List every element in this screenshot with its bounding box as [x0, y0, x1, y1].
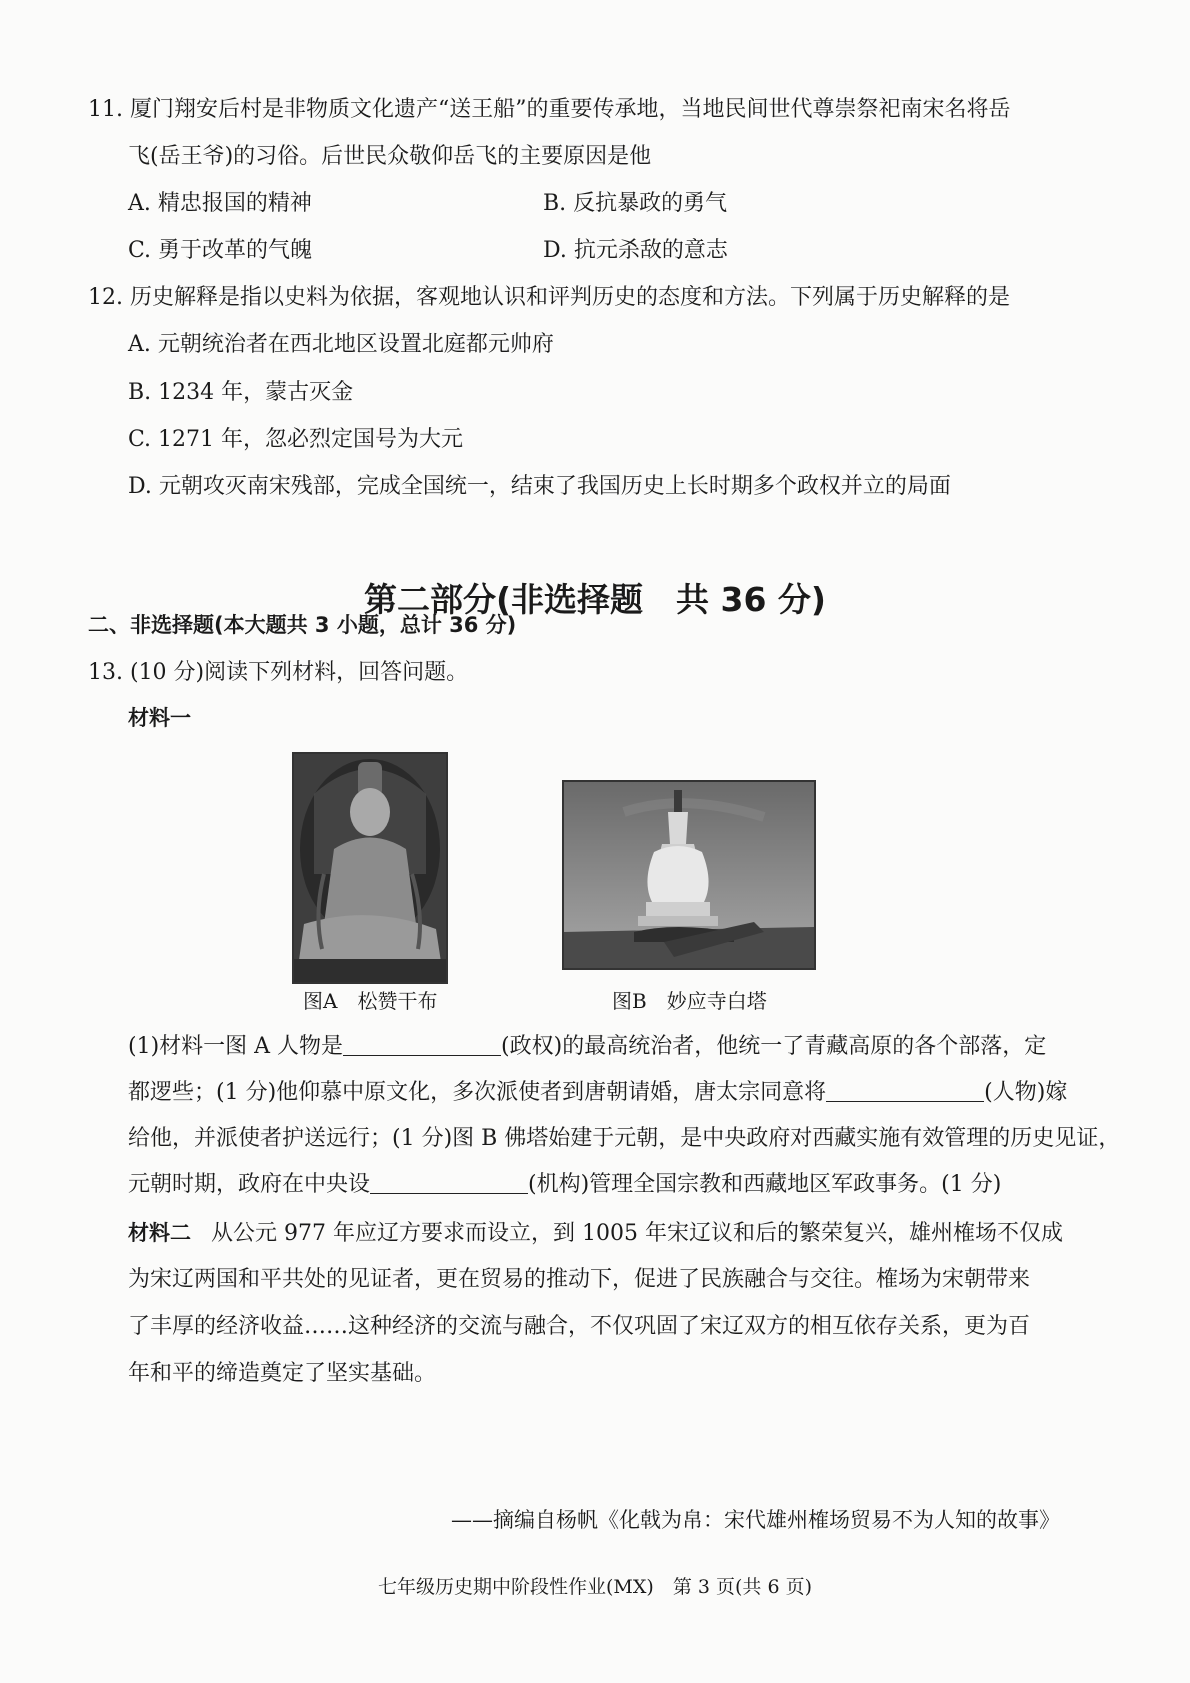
q11-option-a: A. 精忠报国的精神	[128, 191, 312, 216]
material2-label: 材料二	[128, 1221, 191, 1245]
material2-line1	[128, 1218, 1063, 1249]
statue-image	[294, 754, 446, 982]
q12-option-b: B. 1234 年，蒙古灭金	[128, 380, 354, 405]
white-pagoda-image	[564, 782, 814, 968]
material2-line3: 了丰厚的经济收益……这种经济的交流与融合，不仅巩固了宋辽双方的相互依存关系，更为百	[128, 1314, 1031, 1339]
figure-b-photo	[562, 780, 816, 970]
figure-a-photo	[292, 752, 448, 984]
q12-option-a: A. 元朝统治者在西北地区设置北庭都元帅府	[128, 332, 554, 357]
q13-sub1-line4	[128, 1170, 1001, 1200]
q13-sub1-line1	[128, 1032, 1046, 1062]
q12-option-d: D. 元朝攻灭南宋残部，完成全国统一，结束了我国历史上长时期多个政权并立的局面	[128, 474, 951, 499]
q12-option-c: C. 1271 年，忽必烈定国号为大元	[128, 427, 464, 452]
section2-heading: 二、非选择题(本大题共 3 小题，总计 36 分)	[88, 613, 517, 637]
part2-title: 第二部分(非选择题 共 36 分)	[363, 580, 827, 619]
material2-line4: 年和平的缔造奠定了坚实基础。	[128, 1361, 437, 1386]
q13-sub1-text: (政权)的最高统治者，他统一了青藏高原的各个部落，定	[501, 1034, 1047, 1059]
material2-text: 从公元 977 年应辽方要求而设立，到 1005 年宋辽议和后的繁荣复兴，雄州榷场不仅成	[211, 1221, 1063, 1246]
q11-option-b: B. 反抗暴政的勇气	[543, 191, 728, 216]
figure-a-caption: 图A 松赞干布	[303, 989, 438, 1013]
material2-line2: 为宋辽两国和平共处的见证者，更在贸易的推动下，促进了民族融合与交往。榷场为宋朝带来	[128, 1267, 1031, 1292]
answer-blank-regime[interactable]	[343, 1033, 501, 1056]
q11-option-c: C. 勇于改革的气魄	[128, 238, 313, 263]
answer-blank-agency[interactable]	[370, 1171, 528, 1194]
material1-label: 材料一	[128, 706, 191, 730]
answer-blank-person[interactable]	[826, 1079, 984, 1102]
q13-sub1-line2	[128, 1078, 1067, 1108]
q11-stem-line2: 飞(岳王爷)的习俗。后世民众敬仰岳飞的主要原因是他	[128, 144, 652, 169]
figure-b-caption: 图B 妙应寺白塔	[612, 989, 767, 1013]
q13-stem: 13. (10 分)阅读下列材料，回答问题。	[88, 660, 469, 685]
page-footer: 七年级历史期中阶段性作业(MX) 第 3 页(共 6 页)	[378, 1576, 812, 1598]
q11-stem-line1: 11. 厦门翔安后村是非物质文化遗产“送王船”的重要传承地，当地民间世代尊崇祭祀南宋名将岳	[88, 97, 1011, 122]
q13-sub1-text: 元朝时期，政府在中央设	[128, 1172, 371, 1197]
q13-sub1-line3: 给他，并派使者护送远行；(1 分)图 B 佛塔始建于元朝，是中央政府对西藏实施有效管理的历史见证，	[128, 1126, 1121, 1151]
q13-sub1-text: (1)材料一图 A 人物是	[128, 1034, 344, 1059]
q13-sub1-text: (人物)嫁	[984, 1080, 1068, 1105]
q13-sub1-text: 都逻些；(1 分)他仰慕中原文化，多次派使者到唐朝请婚，唐太宗同意将	[128, 1080, 827, 1105]
q13-sub1-text: (机构)管理全国宗教和西藏地区军政事务。(1 分)	[528, 1172, 1002, 1197]
material2-source: ——摘编自杨帆《化戟为帛：宋代雄州榷场贸易不为人知的故事》	[451, 1508, 1060, 1532]
q12-stem: 12. 历史解释是指以史料为依据，客观地认识和评判历史的态度和方法。下列属于历史解释的是	[88, 285, 1010, 310]
q11-option-d: D. 抗元杀敌的意志	[543, 238, 728, 263]
